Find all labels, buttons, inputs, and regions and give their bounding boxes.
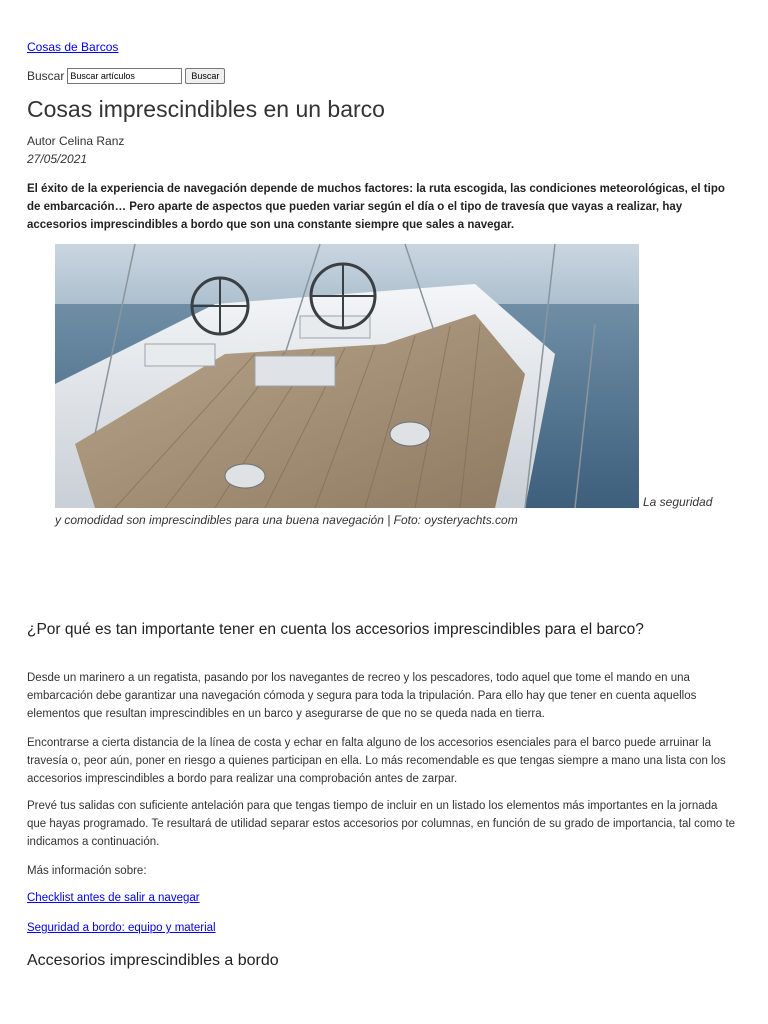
article-author: Autor Celina Ranz: [27, 134, 125, 148]
search-form: [27, 68, 225, 84]
search-label: Buscar: [27, 69, 65, 83]
article-paragraph: Desde un marinero a un regatista, pasando por los navegantes de recreo y los pescadores, todo aquel que tome el mando en una embarcación debe garantizar una navegación cómoda y segura para toda la tripulación. Para ello hay que tener en cuenta aquellos elementos que resultan imprescindibles en un barco y asegurarse de que no se queda nada en tierra.: [27, 672, 697, 720]
site-home-link[interactable]: Cosas de Barcos: [27, 40, 119, 54]
search-input[interactable]: [67, 68, 182, 84]
related-link-checklist[interactable]: Checklist antes de salir a navegar: [27, 892, 200, 904]
sailboat-deck-photo: [55, 244, 639, 508]
article-paragraph: Encontrarse a cierta distancia de la línea de costa y echar en falta alguno de los accesorios esenciales para el barco puede arruinar la travesía o, peor aún, poner en riesgo a quienes participan en ella. Lo más recomendable es que tengas siempre a mano una lista con los accesorios imprescindibles a bordo para realizar una comprobación antes de zarpar.: [27, 737, 726, 785]
article-paragraph: Prevé tus salidas con suficiente antelación para que tengas tiempo de incluir en un listado los elementos más importantes en la jornada que hayas programado. Te resultará de utilidad separar estos accesorios por columnas, en función de su grado de importancia, tal como te indicamos a continuación.: [27, 800, 736, 848]
sailboat-deck-illustration: [55, 244, 639, 508]
article-date: 27/05/2021: [27, 152, 88, 166]
article-lead: El éxito de la experiencia de navegación depende de muchos factores: la ruta escogida, las condiciones meteorológicas, el tipo de embarcación… Pero aparte de aspectos que pueden variar según el día o el tipo de travesía que vayas a realizar, hay accesorios imprescindibles a bordo que son una constante siempre que sales a navegar.: [27, 183, 725, 231]
section-heading: ¿Por qué es tan importante tener en cuenta los accesorios imprescindibles para el barco?: [27, 621, 644, 638]
subsection-heading: Accesorios imprescindibles a bordo: [27, 952, 279, 969]
related-link-safety[interactable]: Seguridad a bordo: equipo y material: [27, 922, 216, 934]
image-caption-start: La seguridad: [643, 495, 713, 509]
page-title: Cosas imprescindibles en un barco: [27, 96, 385, 122]
image-caption-end: y comodidad son imprescindibles para una buena navegación | Foto: oysteryachts.com: [55, 513, 518, 527]
more-info-label: Más información sobre:: [27, 865, 147, 877]
search-button[interactable]: Buscar: [185, 68, 225, 84]
